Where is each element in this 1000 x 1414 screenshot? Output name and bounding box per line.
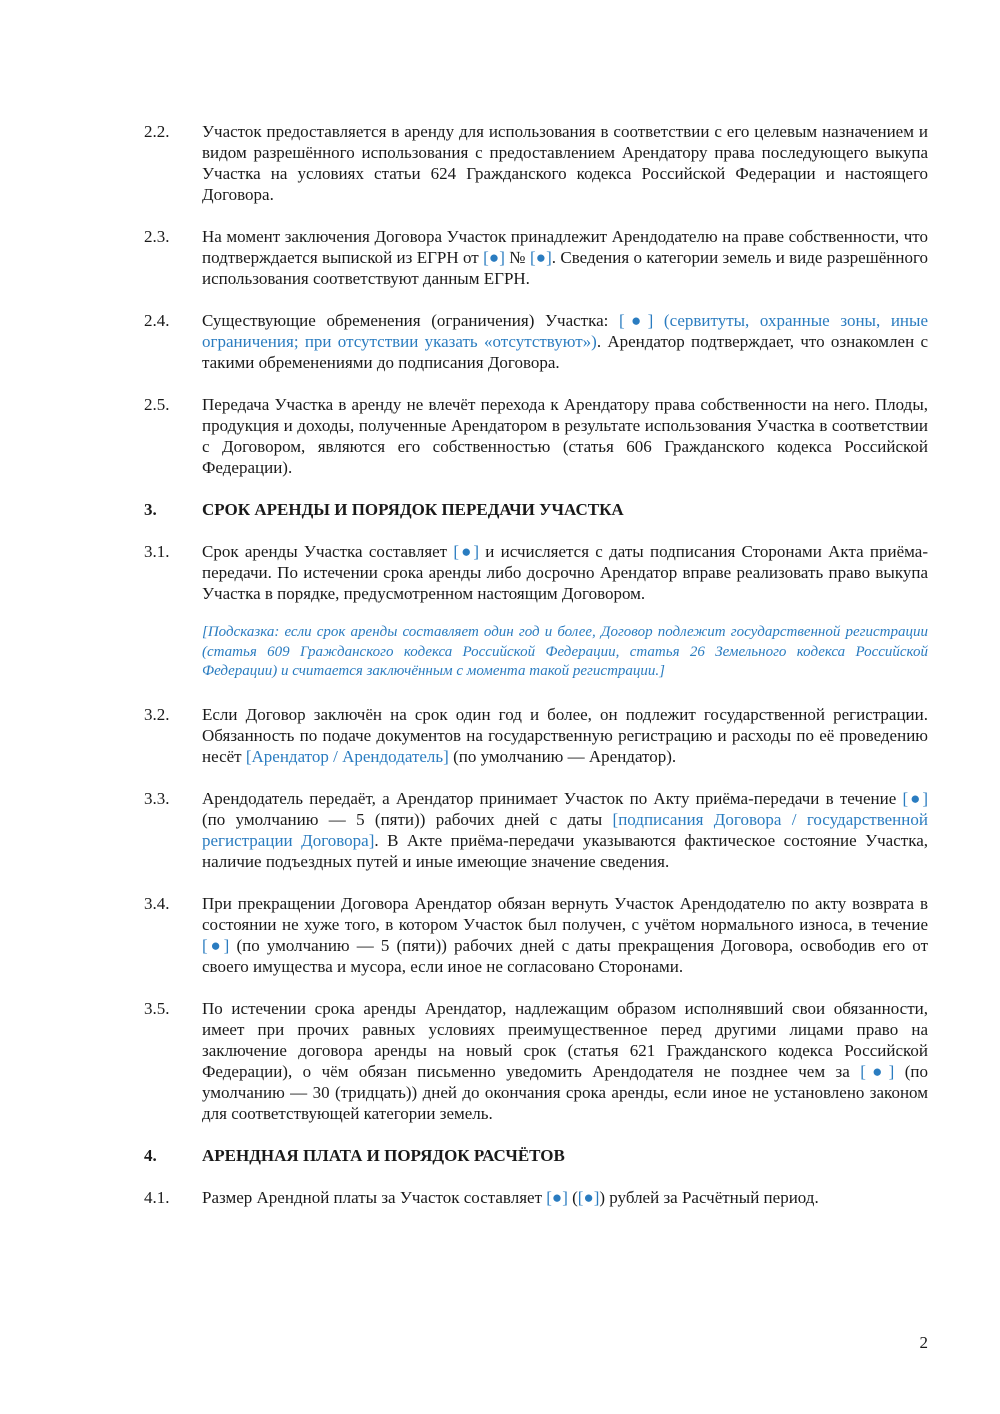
clause-number: 3.5.	[144, 998, 170, 1018]
text-run: (по умолчанию — 30 (тридцать)) дней до окончания срока аренды, если иное не установлено законом для соответствующей категории земель.	[202, 1061, 928, 1123]
clause-text	[202, 893, 928, 977]
section-title	[202, 499, 928, 520]
clause	[144, 226, 928, 289]
clause	[144, 998, 928, 1124]
clause-number: 2.3.	[144, 227, 170, 246]
clause-number: 3.1.	[144, 542, 170, 561]
placeholder-field: [●]	[483, 248, 505, 267]
section-number: 4.	[144, 1145, 157, 1165]
placeholder-field: [●]	[577, 1187, 600, 1207]
text-run: Размер Арендной платы за Участок составляет	[202, 1187, 547, 1207]
placeholder-field: [●]	[902, 788, 929, 808]
placeholder-field: [●]	[546, 1187, 568, 1207]
text-run: Если Договор заключён на срок один год и более, он подлежит государственной регистрации. Обязанность по подаче документов на государственную регистрацию и расходы по её проведению несёт	[202, 704, 928, 766]
clause-number: 3.3.	[144, 788, 170, 808]
placeholder-field: [●]	[453, 542, 480, 561]
clause-number: 2.4.	[144, 311, 170, 330]
text-run: Срок аренды Участка составляет	[202, 542, 454, 561]
clause-number: 2.2.	[144, 122, 170, 141]
placeholder-field: [подписания Договора / государственной регистрации Договора]	[202, 809, 928, 850]
text-run: . Сведения о категории земель и виде разрешённого использования соответствуют данным ЕГРН.	[202, 248, 929, 288]
clause-text	[202, 394, 928, 478]
text-run: (	[567, 1187, 578, 1207]
clause-text	[202, 121, 928, 205]
section-number: 3.	[144, 500, 157, 519]
clause-text	[202, 704, 928, 767]
placeholder-field: [●]	[529, 248, 552, 267]
clause	[144, 893, 928, 977]
text-run: СРОК АРЕНДЫ И ПОРЯДОК ПЕРЕДАЧИ УЧАСТКА	[202, 500, 624, 519]
placeholder-field: [●] (сервитуты, охранные зоны, иные ограничения; при отсутствии указать «отсутствуют»)	[202, 311, 928, 351]
clause	[144, 788, 928, 872]
placeholder-field: [●]	[860, 1061, 895, 1081]
clause-number: 3.2.	[144, 704, 170, 724]
hint-note	[202, 623, 928, 682]
clause	[144, 1187, 928, 1208]
clause-text	[202, 310, 928, 373]
text-run: и исчисляется с даты подписания Сторонами Акта приёма-передачи. По истечении срока аренды либо досрочно Арендатор вправе реализовать право выкупа Участка в порядке, предусмотренном настоящим Договором.	[202, 542, 928, 603]
clause	[144, 394, 928, 478]
clause-number: 3.4.	[144, 893, 170, 913]
clause-text	[202, 541, 928, 604]
text-run: При прекращении Договора Арендатор обязан вернуть Участок Арендодателю по акту возврата в состоянии не хуже того, в котором Участок был получен, с учётом нормального износа, в течение	[202, 893, 928, 934]
section-title	[202, 1145, 928, 1166]
placeholder-field: [Арендатор / Арендодатель]	[245, 746, 449, 766]
clause	[144, 704, 928, 767]
clause-text	[202, 998, 928, 1124]
clause-number: 4.1.	[144, 1187, 170, 1207]
placeholder-field: [●]	[202, 935, 230, 955]
section-heading	[144, 1145, 928, 1166]
text-run: Существующие обременения (ограничения) Участка:	[202, 311, 619, 330]
text-run: Участок предоставляется в аренду для использования в соответствии с его целевым назначением и видом разрешённого использования с предоставлением Арендатору права последующего выкупа Участка на условиях статьи 624 Гражданского кодекса Российской Федерации и настоящего Договора.	[202, 122, 928, 204]
text-run: Передача Участка в аренду не влечёт перехода к Арендатору права собственности на него. Плоды, продукция и доходы, полученные Арендатором в результате использования Участка в соответствии с Договором, являются его собственностью (статья 606 Гражданского кодекса Российской Федерации).	[202, 395, 928, 477]
text-run: . Арендатор подтверждает, что ознакомлен с такими обременениями до подписания Договора.	[202, 332, 928, 372]
text-run: По истечении срока аренды Арендатор, надлежащим образом исполнявший свои обязанности, имеет при прочих равных условиях преимущественное перед другими лицами право на заключение договора аренды на новый срок (статья 621 Гражданского кодекса Российской Федерации), о чём обязан письменно уведомить Арендодателя не позднее чем за	[202, 998, 928, 1081]
clause	[144, 310, 928, 373]
text-run: АРЕНДНАЯ ПЛАТА И ПОРЯДОК РАСЧЁТОВ	[202, 1145, 565, 1165]
text-run: (по умолчанию — Арендатор).	[448, 746, 677, 766]
section-heading	[144, 499, 928, 520]
text-run: (по умолчанию — 5 (пяти)) рабочих дней с даты	[202, 809, 613, 829]
text-run: ) рублей за Расчётный период.	[599, 1187, 819, 1207]
text-run: (по умолчанию — 5 (пяти)) рабочих дней с даты прекращения Договора, освободив его от своего имущества и мусора, если иное не согласовано Сторонами.	[202, 935, 929, 976]
clause-number: 2.5.	[144, 395, 170, 414]
text-run: На момент заключения Договора Участок принадлежит Арендодателю на праве собственности, что подтверждается выпиской из ЕГРН от	[202, 227, 928, 267]
clause	[144, 541, 928, 604]
clause-text	[202, 788, 928, 872]
text-run: №	[504, 248, 530, 267]
clause	[144, 121, 928, 205]
page-number: 2	[919, 1333, 928, 1352]
text-run: . В Акте приёма-передачи указываются фактическое состояние Участка, наличие подъездных путей и иные имеющие значение сведения.	[202, 830, 928, 871]
text-run: [Подсказка: если срок аренды составляет один год и более, Договор подлежит государственной регистрации (статья 609 Гражданского кодекса Российской Федерации, статья 26 Земельного кодекса Российской Федерации) и считается заключённым с момента такой регистрации.]	[202, 624, 928, 679]
clause-text	[202, 226, 928, 289]
clause-text	[202, 1187, 928, 1208]
document-body	[144, 121, 928, 1229]
text-run: Арендодатель передаёт, а Арендатор принимает Участок по Акту приёма-передачи в течение	[202, 788, 903, 808]
